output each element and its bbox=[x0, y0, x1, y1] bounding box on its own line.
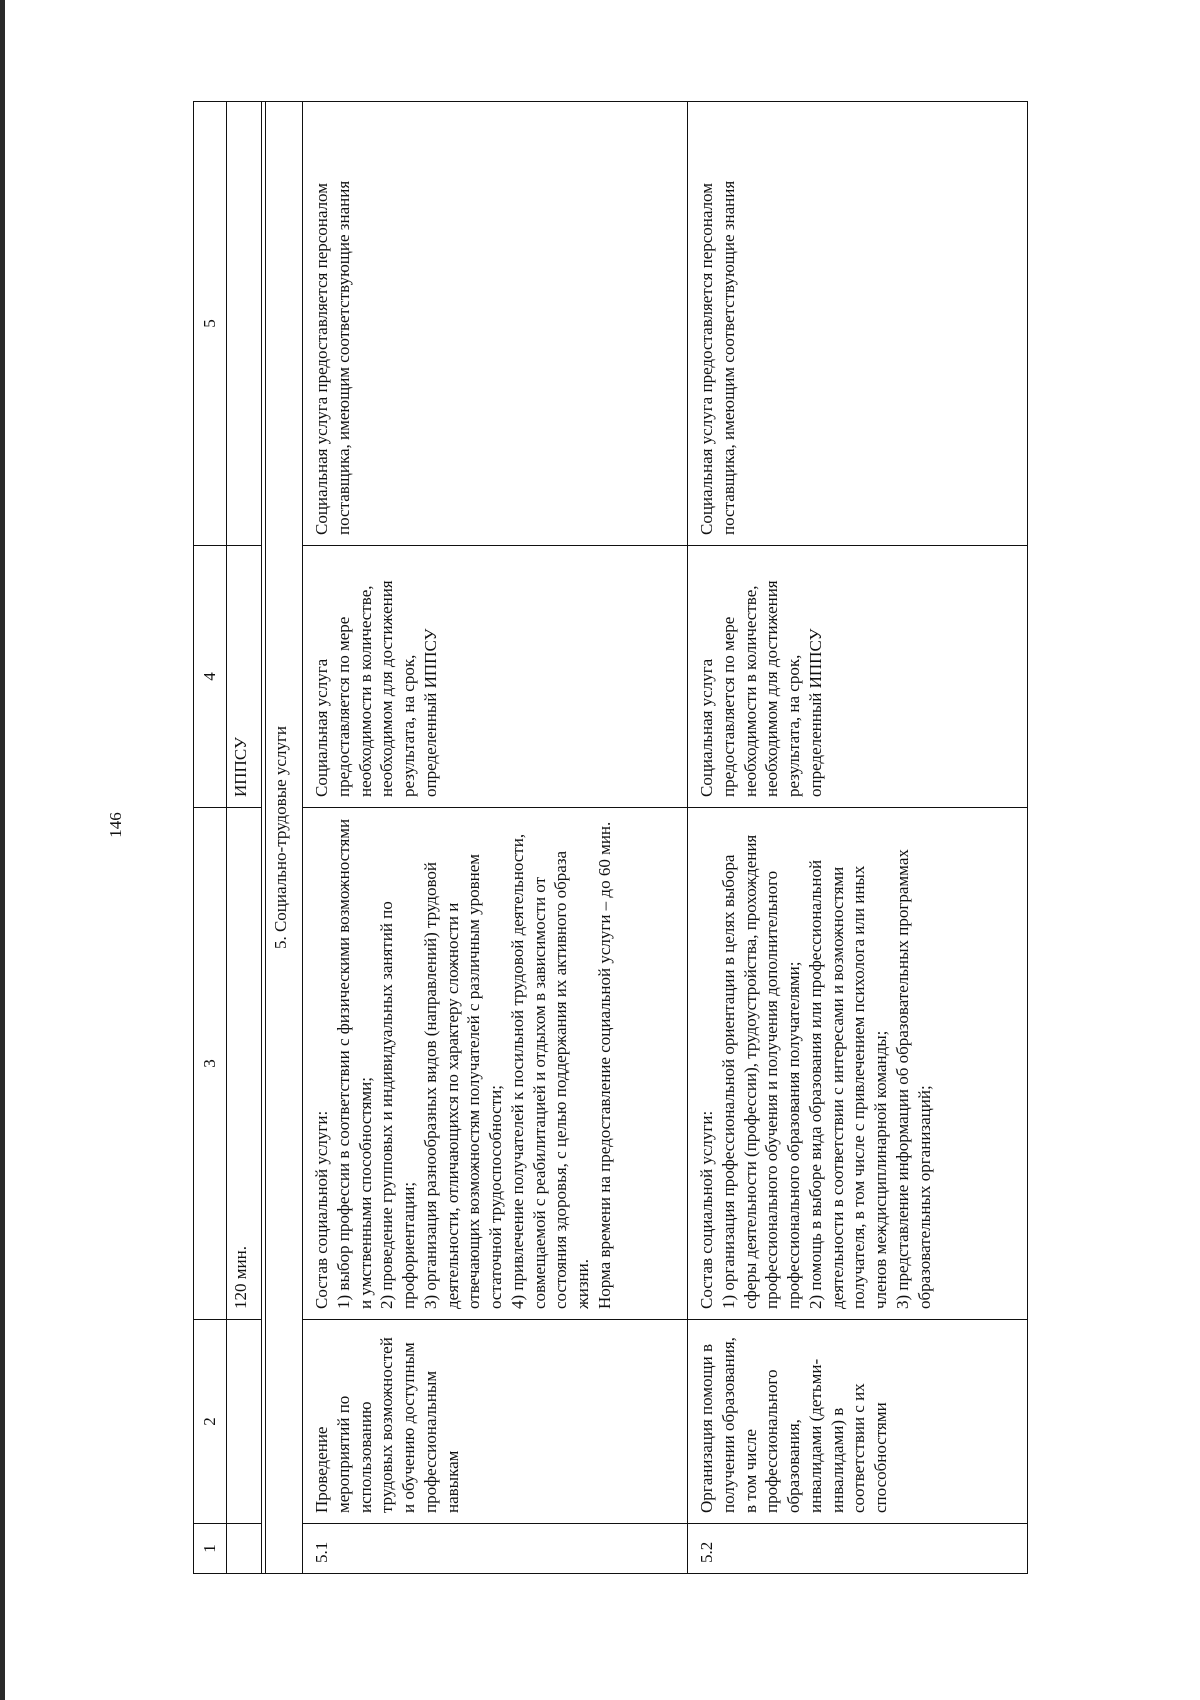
col-header-1: 1 bbox=[194, 1524, 227, 1574]
description-line: 1) выбор профессии в соответствии с физическими возможностями и умственными способностями; bbox=[333, 818, 375, 1309]
cont-cell-3: 120 мин. bbox=[227, 808, 262, 1320]
col-header-5: 5 bbox=[194, 102, 227, 546]
page-number: 146 bbox=[106, 812, 125, 838]
service-conditions: Социальная услуга предоставляется персоналом поставщика, имеющим соответствующие знания bbox=[688, 102, 1028, 546]
services-table bbox=[193, 101, 1028, 1574]
section-title: 5. Социально-трудовые услуги bbox=[266, 102, 303, 1574]
table-row bbox=[303, 102, 688, 1574]
description-line: Состав социальной услуги: bbox=[312, 1110, 331, 1309]
description-line: 1) организация профессиональной ориентации в целях выбора сферы деятельности (профессии), трудоустройства, прохождения профессионального обучения и получения дополнительного профессионального образования получателями; bbox=[718, 834, 803, 1309]
service-name: Организация помощи в получении образования, в том числе профессионального образования, инвалидами (детьми-инвалидами) в соответствии с их способностями bbox=[688, 1320, 1028, 1524]
col-header-3: 3 bbox=[194, 808, 227, 1320]
cont-cell-5 bbox=[227, 102, 262, 546]
description-line: 3) представление информации об образовательных программах образовательных организаций; bbox=[892, 849, 934, 1309]
service-description bbox=[688, 808, 1028, 1320]
scan-edge bbox=[0, 0, 5, 1700]
service-conditions: Социальная услуга предоставляется персоналом поставщика, имеющим соответствующие знания bbox=[303, 102, 688, 546]
cont-cell-4: ИППСУ bbox=[227, 546, 262, 808]
description-line: Норма времени на предоставление социальной услуги – до 60 мин. bbox=[594, 821, 614, 1309]
service-description bbox=[303, 808, 688, 1320]
continuation-row bbox=[227, 102, 262, 1574]
table-row bbox=[688, 102, 1028, 1574]
section-row bbox=[266, 102, 303, 1574]
description-line: 4) привлечение получателей к посильной трудовой деятельности, совмещаемой с реабилитацией и отдыхом в зависимости от состояния здоровья, с целью поддержания их активного образа жизни. bbox=[507, 833, 592, 1309]
row-number: 5.2 bbox=[688, 1524, 1028, 1574]
description-line: 3) организация разнообразных видов (направлений) трудовой деятельности, отличающихся по характеру сложности и отвечающих возможностям получателей с различным уровнем остаточной трудоспособности; bbox=[420, 853, 505, 1309]
row-number: 5.1 bbox=[303, 1524, 688, 1574]
col-header-4: 4 bbox=[194, 546, 227, 808]
description-line: 2) проведение групповых и индивидуальных занятий по профориентации; bbox=[377, 901, 418, 1309]
description-line: Состав социальной услуги: bbox=[697, 1110, 716, 1309]
header-row bbox=[194, 102, 227, 1574]
service-periodicity: Социальная услуга предоставляется по мере необходимости в количестве, необходимом для достижения результата, на срок, определенный ИППСУ bbox=[688, 546, 1028, 808]
service-name: Проведение мероприятий по использованию трудовых возможностей и обучению доступным профессиональным навыкам bbox=[303, 1320, 688, 1524]
rotated-table-wrapper bbox=[193, 102, 1200, 1574]
cont-cell-1 bbox=[227, 1524, 262, 1574]
service-periodicity: Социальная услуга предоставляется по мере необходимости в количестве, необходимом для достижения результата, на срок, определенный ИППСУ bbox=[303, 546, 688, 808]
cont-cell-2 bbox=[227, 1320, 262, 1524]
description-line: 2) помощь в выборе вида образования или профессиональной деятельности в соответствии с интересами и возможностями получателя, в том числе с привлечением психолога или иных членов междисциплинарной команды; bbox=[805, 859, 890, 1309]
col-header-2: 2 bbox=[194, 1320, 227, 1524]
